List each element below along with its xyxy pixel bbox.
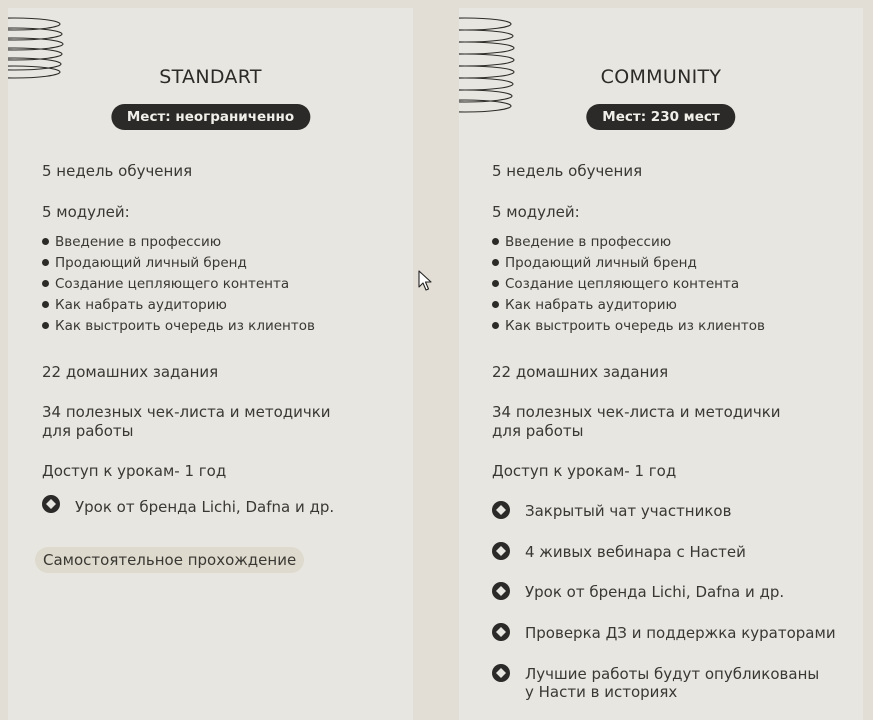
module-list-item: Как выстроить очередь из клиентов [42,318,315,334]
diamond-badge-icon [492,542,510,560]
plan-title: STANDART [159,66,262,88]
access-text: Доступ к урокам- 1 год [42,462,227,480]
plan-title: COMMUNITY [600,66,722,88]
checklists-text-line2: для работы [42,422,134,440]
bullet-dot-icon [492,301,499,308]
modules-heading: 5 модулей: [42,203,130,221]
module-list-item: Как набрать аудиторию [492,297,677,313]
access-text: Доступ к урокам- 1 год [492,462,677,480]
mouse-pointer-icon [418,270,432,292]
diamond-badge-icon [492,501,510,519]
module-list-item: Продающий личный бренд [492,255,697,271]
plan-card-community: COMMUNITY Мест: 230 мест 5 недель обучения 5 модулей: Введение в профессию Продающий личный бренд Создание цепляющего контента Как набрать аудиторию Как выстроить очередь из клиентов 22 домашних задания 34 полезных чек-листа и методички для работы Доступ к урокам- 1 год Закрытый чат участников 4 живых вебинара с Настей Урок от бренда Lichi, Dafna и др. Проверка ДЗ и поддержка кураторами Лучшие работы будут опубликованы у Насти в историях [459,8,863,720]
module-list-item: Создание цепляющего контента [42,276,289,292]
homework-text: 22 домашних задания [492,363,669,381]
diamond-badge-icon [492,623,510,641]
checklists-text-line1: 34 полезных чек-листа и методички [492,403,781,421]
bullet-dot-icon [492,280,499,287]
duration-text: 5 недель обучения [42,162,193,180]
bullet-dot-icon [42,259,49,266]
module-list-item: Введение в профессию [42,234,221,250]
diamond-badge-icon [42,495,60,513]
format-tag: Самостоятельное прохождение [35,547,304,573]
bullet-dot-icon [42,322,49,329]
diamond-badge-icon [492,582,510,600]
homework-text: 22 домашних задания [42,363,219,381]
bullet-dot-icon [42,280,49,287]
diamond-badge-icon [492,664,510,682]
bullet-dot-icon [492,259,499,266]
checklists-text-line1: 34 полезных чек-листа и методички [42,403,331,421]
module-list-item: Создание цепляющего контента [492,276,739,292]
plan-card-standart: STANDART Мест: неограниченно 5 недель обучения 5 модулей: Введение в профессию Продающий личный бренд Создание цепляющего контента Как набрать аудиторию Как выстроить очередь из клиентов 22 домашних задания 34 полезных чек-листа и методички для работы Доступ к урокам- 1 год Урок от бренда Lichi, Dafna и др. Самостоятельное прохождение [8,8,413,720]
bullet-dot-icon [42,238,49,245]
checklists-text-line2: для работы [492,422,584,440]
duration-text: 5 недель обучения [492,162,643,180]
module-list-item: Как выстроить очередь из клиентов [492,318,765,334]
module-list-item: Как набрать аудиторию [42,297,227,313]
bullet-dot-icon [492,322,499,329]
module-list-item: Продающий личный бренд [42,255,247,271]
module-list-item: Введение в профессию [492,234,671,250]
bullet-dot-icon [42,301,49,308]
seats-badge: Мест: неограниченно [111,104,310,130]
bullet-dot-icon [492,238,499,245]
seats-badge: Мест: 230 мест [586,104,735,130]
modules-heading: 5 модулей: [492,203,580,221]
